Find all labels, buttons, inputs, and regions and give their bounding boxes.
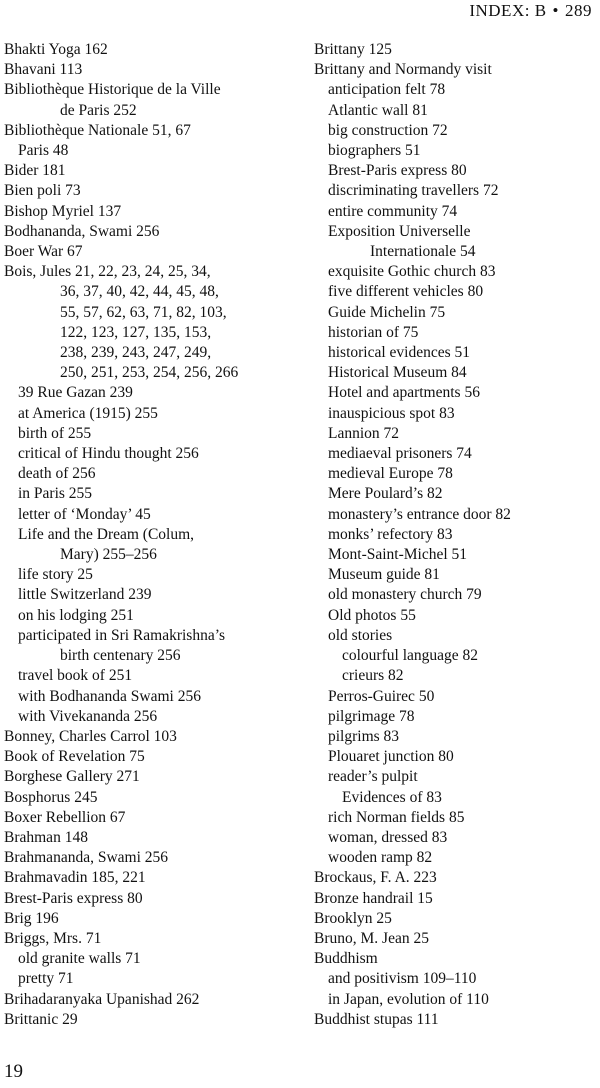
index-entry: discriminating travellers 72 xyxy=(328,182,499,200)
index-entry: monks’ refectory 83 xyxy=(328,525,453,543)
index-entry: Internationale 54 xyxy=(370,243,476,261)
index-entry: reader’s pulpit xyxy=(328,768,418,786)
index-entry: historian of 75 xyxy=(328,323,419,341)
index-entry: woman, dressed 83 xyxy=(328,828,448,846)
index-entry: Brahmananda, Swami 256 xyxy=(4,849,169,867)
index-entry: 55, 57, 62, 63, 71, 82, 103, xyxy=(60,303,227,321)
index-entry: anticipation felt 78 xyxy=(328,81,446,99)
index-entry: 39 Rue Gazan 239 xyxy=(18,384,133,402)
index-entry: Brittany 125 xyxy=(314,41,392,58)
index-entry: Bider 181 xyxy=(4,162,66,180)
index-entry: biographers 51 xyxy=(328,142,421,160)
index-entry: on his lodging 251 xyxy=(18,606,134,624)
index-entry: participated in Sri Ramakrishna’s xyxy=(18,626,226,644)
index-entry: Brest-Paris express 80 xyxy=(4,889,143,907)
index-entry: 122, 123, 127, 135, 153, xyxy=(60,323,212,341)
index-entry: Mere Poulard’s 82 xyxy=(328,485,443,503)
index-entry: Bibliothèque Nationale 51, 67 xyxy=(4,121,191,139)
index-entry: with Bodhananda Swami 256 xyxy=(18,687,201,705)
index-entry: and positivism 109–110 xyxy=(328,970,477,988)
index-entry: Brooklyn 25 xyxy=(314,909,392,927)
index-entry: monastery’s entrance door 82 xyxy=(328,505,511,523)
index-entry: letter of ‘Monday’ 45 xyxy=(18,505,151,523)
index-entry: Buddhism xyxy=(314,950,378,968)
index-entry: Briggs, Mrs. 71 xyxy=(4,929,102,947)
index-entry: Bhakti Yoga 162 xyxy=(4,41,108,58)
index-column-right xyxy=(314,40,598,1030)
index-entry: Bronze handrail 15 xyxy=(314,889,433,907)
index-entry: Life and the Dream (Colum, xyxy=(18,525,195,543)
index-entry: Brihadaranyaka Upanishad 262 xyxy=(4,990,200,1008)
index-entry: Brockaus, F. A. 223 xyxy=(314,869,437,887)
index-entry: Boer War 67 xyxy=(4,243,83,261)
index-entry: Mary) 255–256 xyxy=(60,546,157,564)
index-entry: in Paris 255 xyxy=(18,485,93,503)
index-entry: Hotel and apartments 56 xyxy=(328,384,480,402)
index-entry: Bois, Jules 21, 22, 23, 24, 25, 34, xyxy=(4,263,211,281)
index-entry: medieval Europe 78 xyxy=(328,465,453,483)
index-entry: Borghese Gallery 271 xyxy=(4,768,140,786)
index-entry: Perros-Guirec 50 xyxy=(328,687,435,705)
index-entry: Brest-Paris express 80 xyxy=(328,162,467,180)
index-entry: Old photos 55 xyxy=(328,606,416,624)
index-entry: critical of Hindu thought 256 xyxy=(18,445,199,463)
index-entry: Bonney, Charles Carrol 103 xyxy=(4,727,177,745)
index-entry: Boxer Rebellion 67 xyxy=(4,808,126,826)
index-entry: old granite walls 71 xyxy=(18,950,141,968)
index-entry: Bien poli 73 xyxy=(4,182,81,200)
index-entry: old monastery church 79 xyxy=(328,586,482,604)
index-entry: Brahman 148 xyxy=(4,828,88,846)
index-entry: Plouaret junction 80 xyxy=(328,748,454,766)
index-entry: Brig 196 xyxy=(4,909,59,927)
index-entry: Brittany and Normandy visit xyxy=(314,61,492,79)
index-entry: birth centenary 256 xyxy=(60,647,181,665)
index-entry: big construction 72 xyxy=(328,121,448,139)
index-entry: rich Norman fields 85 xyxy=(328,808,465,826)
index-entry: Bhavani 113 xyxy=(4,61,83,79)
index-entry: Bibliothèque Historique de la Ville xyxy=(4,81,221,99)
index-entry: travel book of 251 xyxy=(18,667,133,685)
index-entry: 238, 239, 243, 247, 249, xyxy=(60,344,212,362)
index-entry: Lannion 72 xyxy=(328,424,400,442)
index-entry: Bishop Myriel 137 xyxy=(4,202,122,220)
index-entry: Brahmavadin 185, 221 xyxy=(4,869,146,887)
index-entry: birth of 255 xyxy=(18,424,92,442)
index-entry: Evidences of 83 xyxy=(342,788,442,806)
index-entry: death of 256 xyxy=(18,465,96,483)
index-entry: at America (1915) 255 xyxy=(18,404,158,422)
index-entry: Paris 48 xyxy=(18,142,69,160)
index-entry: de Paris 252 xyxy=(60,101,137,119)
folio-number: 19 xyxy=(4,1061,23,1082)
index-entry: in Japan, evolution of 110 xyxy=(328,990,489,1008)
index-entry: 36, 37, 40, 42, 44, 45, 48, xyxy=(60,283,219,301)
index-entry: Buddhist stupas 111 xyxy=(314,1010,439,1028)
index-entry: wooden ramp 82 xyxy=(328,849,433,867)
index-entry: Bruno, M. Jean 25 xyxy=(314,929,429,947)
index-entry: crieurs 82 xyxy=(342,667,404,685)
index-entry: Bodhananda, Swami 256 xyxy=(4,222,160,240)
index-column-left xyxy=(4,40,302,1030)
index-entry: colourful language 82 xyxy=(342,647,479,665)
index-entry: Mont-Saint-Michel 51 xyxy=(328,546,468,564)
index-entry: Museum guide 81 xyxy=(328,566,440,584)
index-entry: Exposition Universelle xyxy=(328,222,471,240)
index-entry: Bosphorus 245 xyxy=(4,788,98,806)
index-entry: pilgrimage 78 xyxy=(328,707,415,725)
index-entry: little Switzerland 239 xyxy=(18,586,152,604)
index-entry: Historical Museum 84 xyxy=(328,364,467,382)
running-head-page-number: 289 xyxy=(565,1,592,20)
index-entry: 250, 251, 253, 254, 256, 266 xyxy=(60,364,239,382)
index-entry: Guide Michelin 75 xyxy=(328,303,446,321)
running-head-section: INDEX: B xyxy=(469,1,547,20)
index-entry: mediaeval prisoners 74 xyxy=(328,445,472,463)
index-entry: exquisite Gothic church 83 xyxy=(328,263,496,281)
index-entry: pilgrims 83 xyxy=(328,727,400,745)
index-entry: five different vehicles 80 xyxy=(328,283,484,301)
index-entry: historical evidences 51 xyxy=(328,344,471,362)
index-entry: entire community 74 xyxy=(328,202,458,220)
index-entry: old stories xyxy=(328,626,393,644)
index-entry: with Vivekananda 256 xyxy=(18,707,158,725)
index-entry: Atlantic wall 81 xyxy=(328,101,428,119)
index-entry: inauspicious spot 83 xyxy=(328,404,455,422)
index-entry: life story 25 xyxy=(18,566,93,584)
running-head xyxy=(469,0,592,22)
index-entry: Book of Revelation 75 xyxy=(4,748,145,766)
index-entry: Brittanic 29 xyxy=(4,1010,78,1028)
running-head-bullet: • xyxy=(552,1,559,20)
index-entry: pretty 71 xyxy=(18,970,74,988)
